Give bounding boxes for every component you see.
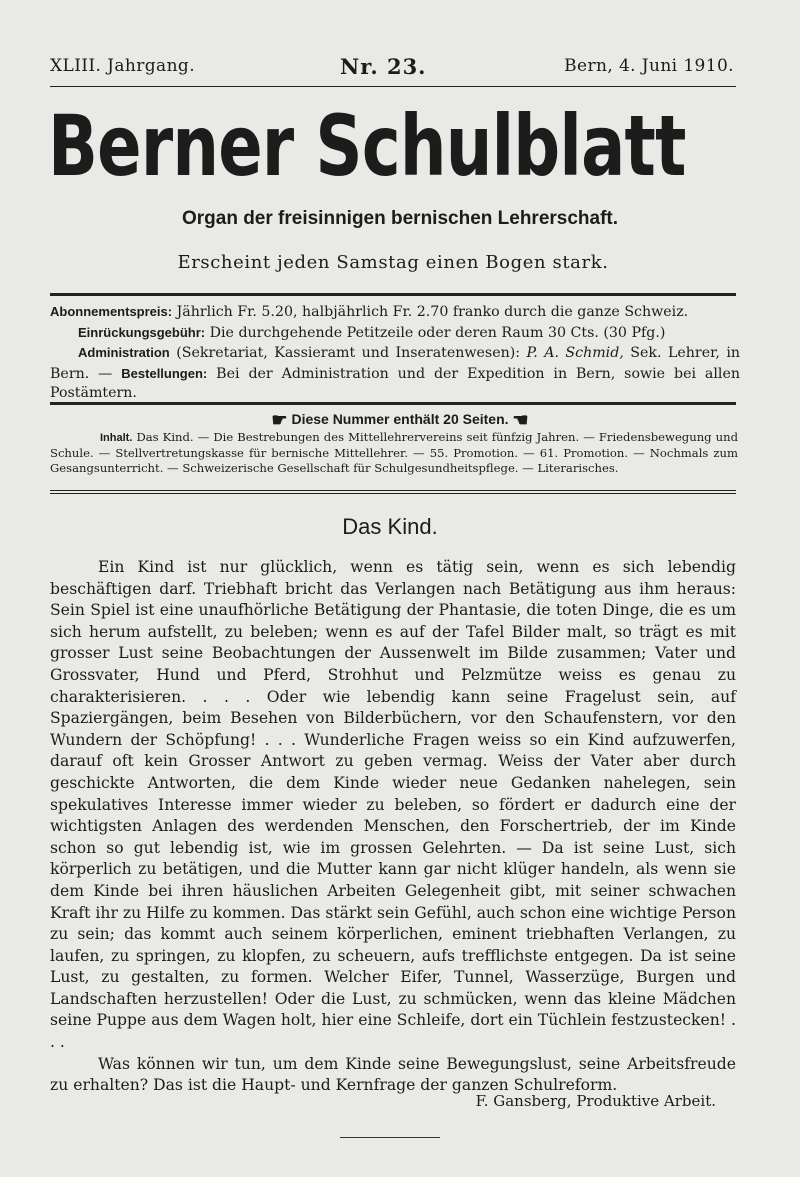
masthead-subtitle: Organ der freisinnigen bernischen Lehrerschaft. (181, 208, 619, 229)
price-label: Abonnementspreis: (50, 304, 173, 319)
contents-rule-2 (50, 493, 736, 494)
subscription-box (50, 302, 740, 404)
contents-label: Inhalt. (100, 432, 133, 444)
notice-text: Diese Nummer enthält 20 Seiten. (291, 411, 509, 427)
admin-text2: Sek. Lehrer, in Bern. — (50, 345, 740, 382)
masthead-title: Berner Schulblatt (48, 97, 686, 195)
orders-label: Bestellungen: (121, 365, 208, 381)
admin-text: (Sekretariat, Kassieramt und Inseratenwesen): (169, 345, 527, 361)
article-paragraph: Ein Kind ist nur glücklich, wenn es tätig sein, wenn es sich lebendig beschäftigen darf. Triebhaft bricht das Verlangen nach Betätigung aus ihm heraus: Sein Spiel ist eine unaufhörliche Betätigung der Phantasie, die toten Dinge, die es um sich herum aufstellt, zu beleben; wenn es auf der Tafel Bilder malt, so trägt es mit grosser Lust seine Beobachtungen der Aussenwelt im Bilde zusammen; Vater und Grossvater, Hund und Pferd, Strohhut und Pelzmütze weiss es genau zu charakterisieren. . . . Oder wie lebendig kann seine Fragelust sein, auf Spaziergängen, beim Besehen von Bilderbüchern, vor den Schaufenstern, vor den Wundern der Schöpfung! . . . Wunderliche Fragen weiss so ein Kind aufzuwerfen, darauf oft kein Grosser Antwort zu geben vermag. Weiss der Vater aber durch geschickte Antworten, die dem Kinde wieder neue Gedanken nahelegen, sein spekulatives Interesse immer wieder zu beleben, so fördert er dadurch eine der wichtigsten Anlagen des werdenden Menschen, den Forschertrieb, der im Kinde schon so gut lebendig ist, wie im grossen Gelehrten. — Da ist seine Lust, sich körperlich zu betätigen, und die Mutter kann gar nicht klüger handeln, als wenn sie dem Kinde bei ihren häuslichen Arbeiten Gelegenheit gibt, mit seiner schwachen Kraft ihr zu Hilfe zu kommen. Das stärkt sein Gefühl, auch schon eine wichtige Person zu sein; das kommt auch seinem körperlichen, eminent triebhaften Verlangen, zu laufen, zu springen, zu klopfen, zu scheuern, aufs trefflichste entgegen. Da ist seine Lust, zu gestalten, zu formen. Welcher Eifer, Tunnel, Wasserzüge, Burgen und Landschaften herzustellen! Oder die Lust, zu schmücken, wenn das kleine Mädchen seine Puppe aus dem Wagen holt, hier eine Schleife, dort ein Tüchlein festzustecken! . . . (50, 558, 736, 1052)
article-paragraph: Was können wir tun, um dem Kinde seine Bewegungslust, seine Arbeitsfreude zu erhalten? Das ist die Haupt- und Kernfrage der ganzen Schulreform. (50, 1054, 736, 1095)
place-date: Bern, 4. Juni 1910. (564, 56, 734, 76)
end-rule (340, 1137, 440, 1138)
issue-number: Nr. 23. (340, 54, 427, 79)
header-rule (50, 86, 736, 87)
article-body (50, 557, 736, 1097)
contents-text: Das Kind. — Die Bestrebungen des Mittellehrervereins seit fünfzig Jahren. — Friedensbewegung und Schule. — Stellvertretungskasse für bernische Mittellehrer. — 55. Promotion. — 61. Promotion. — Nochmals zum Gesangsunterricht. — Schweizerische Gesellschaft für Schulgesundheitspflege. — Literarisches. (50, 430, 738, 475)
price-text: Jährlich Fr. 5.20, halbjährlich Fr. 2.70 franko durch die ganze Schweiz. (172, 304, 689, 320)
contents-rule-1 (50, 490, 736, 491)
pointing-hand-left-icon: ☚ (512, 410, 529, 430)
volume-label: XLIII. Jahrgang. (50, 56, 196, 76)
insert-text: Die durchgehende Petitzeile oder deren Raum 30 Cts. (30 Pfg.) (205, 324, 666, 341)
masthead-tagline: Erscheint jeden Samstag einen Bogen stark. (177, 252, 609, 273)
page-count-notice (0, 410, 800, 431)
subscription-rule-top (50, 293, 736, 296)
article-source: F. Gansberg, Produktive Arbeit. (475, 1092, 716, 1110)
table-of-contents (50, 430, 738, 476)
insert-label: Einrückungsgebühr: (78, 324, 206, 340)
admin-label: Administration (78, 345, 170, 360)
orders-text: Bei der Administration und der Expedition in Bern, sowie bei allen Postämtern. (50, 365, 740, 401)
admin-name: P. A. Schmid, (526, 345, 624, 361)
pointing-hand-right-icon: ☛ (271, 410, 288, 430)
subscription-rule-bottom (50, 402, 736, 405)
article-title: Das Kind. (342, 514, 438, 539)
